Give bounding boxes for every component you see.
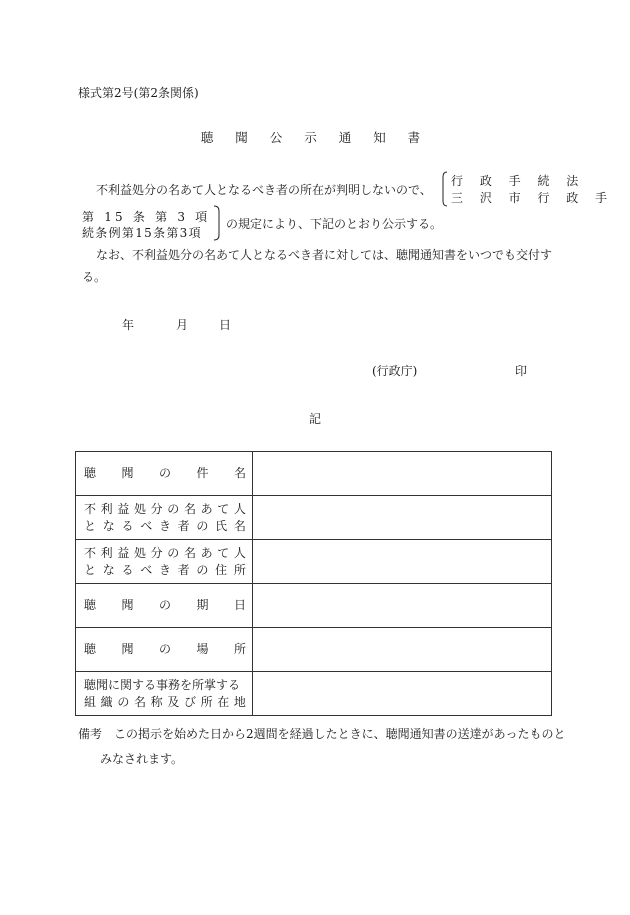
label-char: 日 xyxy=(233,598,246,612)
label-char: る xyxy=(121,518,134,533)
label-char: 分 xyxy=(150,501,163,516)
label-char: 不 xyxy=(84,545,97,560)
label-char: 人 xyxy=(233,545,246,560)
value-cell-respondent-name[interactable] xyxy=(253,496,552,540)
agency-label: (行政庁) xyxy=(372,364,418,378)
label-char: 聴 xyxy=(84,598,97,612)
label-char: 住 xyxy=(215,562,228,577)
label-char: び xyxy=(183,694,196,709)
table-row xyxy=(76,452,552,496)
label-char: 名 xyxy=(133,694,146,709)
label-char: 聴 xyxy=(84,466,97,480)
label-char: 所 xyxy=(233,562,246,577)
row-label-hearing-subject xyxy=(76,452,253,496)
label-char: な xyxy=(102,562,115,577)
ki-heading: 記 xyxy=(308,412,321,426)
label-char: る xyxy=(121,562,134,577)
label-char: の xyxy=(158,466,171,480)
right-brace-icon xyxy=(210,205,224,241)
date-day: 日 xyxy=(219,318,232,332)
value-cell-hearing-place[interactable] xyxy=(253,628,552,672)
label-char: 織 xyxy=(100,694,113,709)
law-line-2: 三 沢 市 行 政 手 xyxy=(451,191,614,205)
label-char: の xyxy=(196,518,209,533)
label-char: 氏 xyxy=(215,518,228,533)
law-line-1: 行 政 手 続 法 xyxy=(451,174,585,188)
hearing-items-table xyxy=(75,451,552,716)
label-char: 不 xyxy=(84,501,97,516)
label-char: 名 xyxy=(183,501,196,516)
value-cell-administering-office[interactable] xyxy=(253,672,552,716)
label-char: て xyxy=(217,545,230,560)
seal-mark: 印 xyxy=(515,364,528,378)
label-char: の xyxy=(196,562,209,577)
table-row xyxy=(76,540,552,584)
label-char: の xyxy=(167,545,180,560)
label-char: 処 xyxy=(133,545,146,560)
row-label-respondent-name xyxy=(76,496,253,540)
label-char: 益 xyxy=(117,545,130,560)
paragraph-1-end: の規定により、下記のとおり公示する。 xyxy=(226,217,443,231)
label-char: 所 xyxy=(200,694,213,709)
label-char: 処 xyxy=(133,501,146,516)
label-char: 件 xyxy=(196,466,209,480)
label-char: 聞 xyxy=(121,598,134,612)
label-char: 利 xyxy=(100,545,113,560)
table-row xyxy=(76,496,552,540)
note-line-1: 備考 この掲示を始めた日から2週間を経過したときに、聴聞通知書の送達があったものと xyxy=(78,727,566,741)
label-char: と xyxy=(84,518,97,533)
law-line-3: 第 15 条 第 3 項 xyxy=(82,210,211,224)
table-row xyxy=(76,584,552,628)
label-char: き xyxy=(158,562,171,577)
note-line-2: みなされます。 xyxy=(100,752,184,766)
label-char: 者 xyxy=(177,518,190,533)
label-char: 聞 xyxy=(121,466,134,480)
label-char: 益 xyxy=(117,501,130,516)
value-cell-respondent-address[interactable] xyxy=(253,540,552,584)
label-char: て xyxy=(217,501,230,516)
date-line xyxy=(122,316,231,333)
label-char: 在 xyxy=(217,694,230,709)
label-char: 称 xyxy=(150,694,163,709)
row-label-respondent-address xyxy=(76,540,253,584)
table-row xyxy=(76,672,552,716)
label-char: の xyxy=(158,598,171,612)
label-char: 利 xyxy=(100,501,113,516)
label-char: べ xyxy=(140,518,153,533)
label-char: 及 xyxy=(167,694,180,709)
label-char: 聞 xyxy=(121,642,134,656)
paragraph-1-start: 不利益処分の名あて人となるべき者の所在が判明しないので、 xyxy=(96,183,432,197)
paragraph-2-line-2: る。 xyxy=(82,270,107,284)
form-number: 様式第2号(第2条関係) xyxy=(78,86,199,100)
label-line: 聴聞に関する事務を所掌する xyxy=(84,677,241,692)
date-month: 月 xyxy=(176,318,189,332)
row-label-hearing-date xyxy=(76,584,253,628)
label-char: あ xyxy=(200,545,213,560)
label-char: の xyxy=(158,642,171,656)
label-char: 人 xyxy=(233,501,246,516)
label-char: 分 xyxy=(150,545,163,560)
label-char: 名 xyxy=(183,545,196,560)
date-year: 年 xyxy=(122,318,135,332)
label-char: 聴 xyxy=(84,642,97,656)
label-char: 地 xyxy=(233,694,246,709)
label-char: 組 xyxy=(84,694,97,709)
label-char: き xyxy=(158,518,171,533)
label-char: の xyxy=(117,694,130,709)
label-char: と xyxy=(84,562,97,577)
value-cell-hearing-date[interactable] xyxy=(253,584,552,628)
document-title: 聴 聞 公 示 通 知 書 xyxy=(200,130,430,145)
label-char: 名 xyxy=(233,518,246,533)
label-char: の xyxy=(167,501,180,516)
row-label-hearing-place xyxy=(76,628,253,672)
label-char: 期 xyxy=(196,598,209,612)
label-char: あ xyxy=(200,501,213,516)
value-cell-hearing-subject[interactable] xyxy=(253,452,552,496)
law-line-4: 続条例第15条第3項 xyxy=(82,226,202,240)
table-row xyxy=(76,628,552,672)
row-label-administering-office xyxy=(76,672,253,716)
paragraph-2-line-1: なお、不利益処分の名あて人となるべき者に対しては、聴聞通知書をいつでも交付す xyxy=(96,248,553,262)
label-char: 所 xyxy=(233,642,246,656)
label-char: 場 xyxy=(196,642,209,656)
label-char: 名 xyxy=(233,466,246,480)
label-char: べ xyxy=(140,562,153,577)
label-char: な xyxy=(102,518,115,533)
label-char: 者 xyxy=(177,562,190,577)
